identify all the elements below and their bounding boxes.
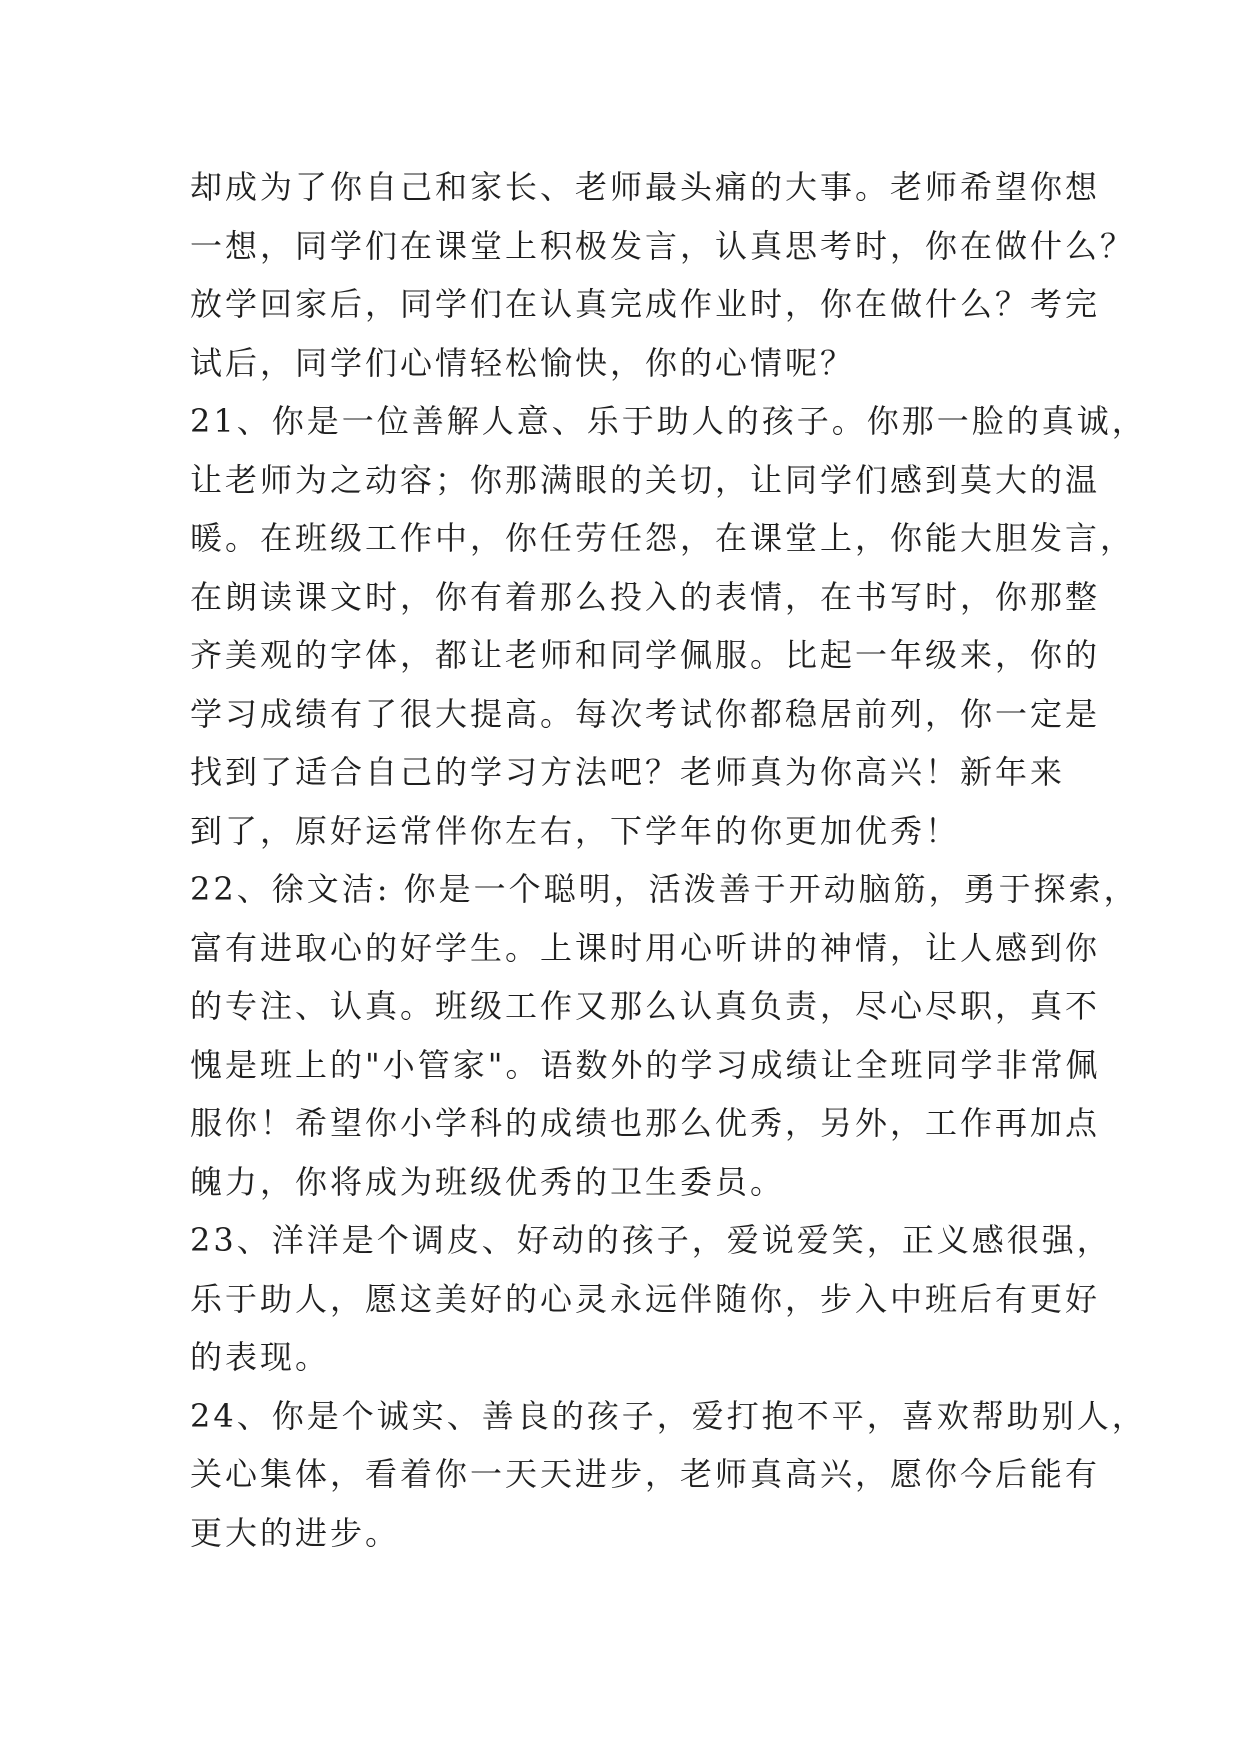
text-line: 23、洋洋是个调皮、好动的孩子，爱说爱笑，正义感很强， — [190, 1221, 1112, 1259]
text-line: 暖。在班级工作中，你任劳任怨，在课堂上，你能大胆发言， — [190, 519, 1136, 557]
text-line: 24、你是个诚实、善良的孩子，爱打抱不平，喜欢帮助别人， — [190, 1396, 1147, 1435]
text-line: 放学回家后，同学们在认真完成作业时，你在做什么？考完 — [190, 285, 1101, 323]
text-line: 22、徐文洁: 你是一个聪明，活泼善于开动脑筋，勇于探索， — [190, 870, 1139, 908]
text-line: 富有进取心的好学生。上课时用心听讲的神情，让人感到你 — [190, 928, 1101, 967]
text-line: 的专注、认真。班级工作又那么认真负责，尽心尽职，真不 — [190, 987, 1101, 1025]
body-text — [190, 158, 1147, 1562]
text-line: 学习成绩有了很大提高。每次考试你都稳居前列，你一定是 — [190, 694, 1101, 733]
text-line: 一想，同学们在课堂上积极发言，认真思考时，你在做什么？ — [190, 226, 1136, 265]
text-line: 齐美观的字体，都让老师和同学佩服。比起一年级来，你的 — [190, 636, 1101, 674]
text-line: 试后，同学们心情轻松愉快，你的心情呢？ — [190, 343, 856, 382]
text-line: 找到了适合自己的学习方法吧？老师真为你高兴！新年来 — [190, 753, 1066, 791]
text-line: 让老师为之动容；你那满眼的关切，让同学们感到莫大的温 — [190, 460, 1101, 499]
text-line: 魄力，你将成为班级优秀的卫生委员。 — [190, 1162, 786, 1201]
text-line: 愧是班上的"小管家"。语数外的学习成绩让全班同学非常佩 — [190, 1045, 1101, 1084]
text-line: 却成为了你自己和家长、老师最头痛的大事。老师希望你想 — [190, 168, 1101, 206]
text-line: 在朗读课文时，你有着那么投入的表情，在书写时，你那整 — [190, 577, 1101, 616]
text-line: 乐于助人，愿这美好的心灵永远伴随你，步入中班后有更好 — [190, 1279, 1101, 1318]
text-line: 到了，原好运常伴你左右，下学年的你更加优秀！ — [190, 811, 961, 850]
text-line: 更大的进步。 — [190, 1513, 401, 1552]
text-line: 21、你是一位善解人意、乐于助人的孩子。你那一脸的真诚， — [190, 402, 1147, 440]
text-line: 的表现。 — [190, 1338, 331, 1376]
text-line: 关心集体，看着你一天天进步，老师真高兴，愿你今后能有 — [190, 1455, 1101, 1493]
text-line: 服你！希望你小学科的成绩也那么优秀，另外，工作再加点 — [190, 1104, 1101, 1142]
